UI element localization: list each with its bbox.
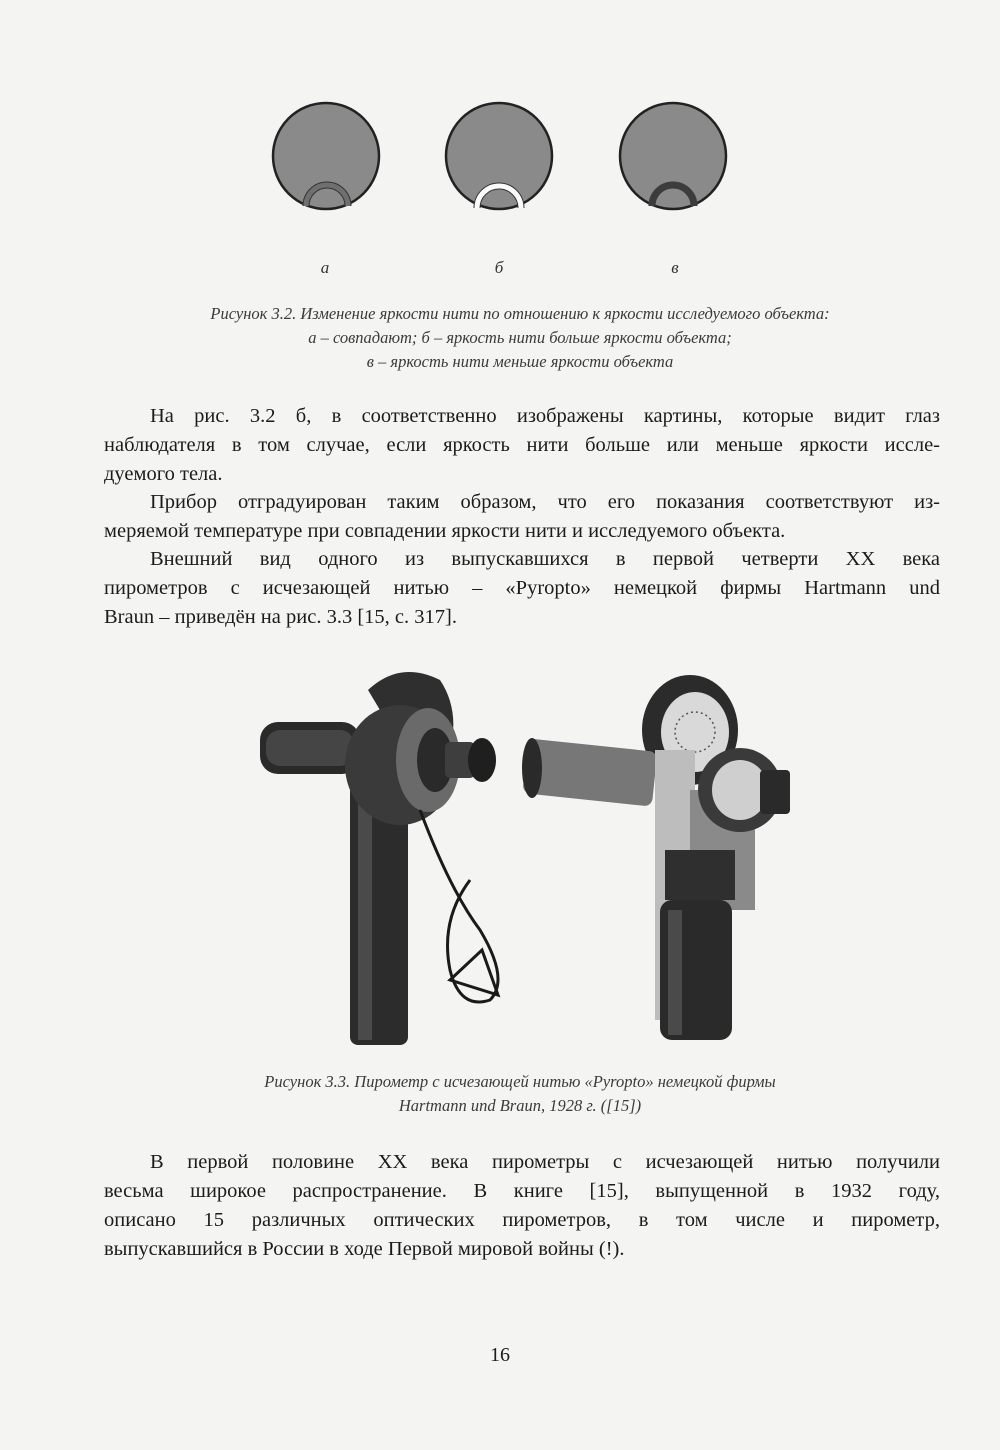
pyrometer-photos xyxy=(250,650,810,1060)
label-v: в xyxy=(671,258,679,277)
pyrometer-left-photo xyxy=(260,672,498,1045)
paragraph-3: Внешний вид одного из выпускавшихся в первой четверти XX века пирометров с исчезающей нитью – «Pyropto» немецкой фирмы Hartmann und Braun – приведён на рис. 3.3 [15, с. 317]. xyxy=(104,548,940,628)
figure-3-3-caption: Рисунок 3.3. Пирометр с исчезающей нитью «Pyropto» немецкой фирмы Hartmann und Braun, 1928 г. ([15]) xyxy=(264,1072,776,1115)
figure-3-2 xyxy=(0,0,1000,290)
circle-b-bright-filament xyxy=(443,100,555,212)
figure-3-2-caption: Рисунок 3.2. Изменение яркости нити по отношению к яркости исследуемого объекта: а – совпадают; б – яркость нити больше яркости объекта; в – яркость нити меньше яркости объекта xyxy=(210,304,830,371)
circle-v-dark-filament xyxy=(617,100,729,212)
circle-a-matched xyxy=(270,100,382,212)
paragraph-1: На рис. 3.2 б, в соответственно изображены картины, которые видит глаз наблюдателя в том случае, если яркость нити больше или меньше яркости иссле- дуемого тела. xyxy=(104,405,940,485)
page-number: 16 xyxy=(490,1344,510,1366)
paragraph-4: В первой половине XX века пирометры с исчезающей нитью получили весьма широкое распространение. В книге [15], выпущенной в 1932 году, описано 15 различных оптических пирометров, в том числе и пирометр, выпускавшийся в России в ходе Первой мировой войны (!). xyxy=(104,1151,940,1260)
label-a: а xyxy=(320,258,330,277)
pyrometer-right-photo xyxy=(522,675,790,1040)
paragraph-2: Прибор отградуирован таким образом, что его показания соответствуют из- меряемой температуре при совпадении яркости нити и исследуемого объекта. xyxy=(104,491,940,542)
label-b: б xyxy=(494,258,504,277)
